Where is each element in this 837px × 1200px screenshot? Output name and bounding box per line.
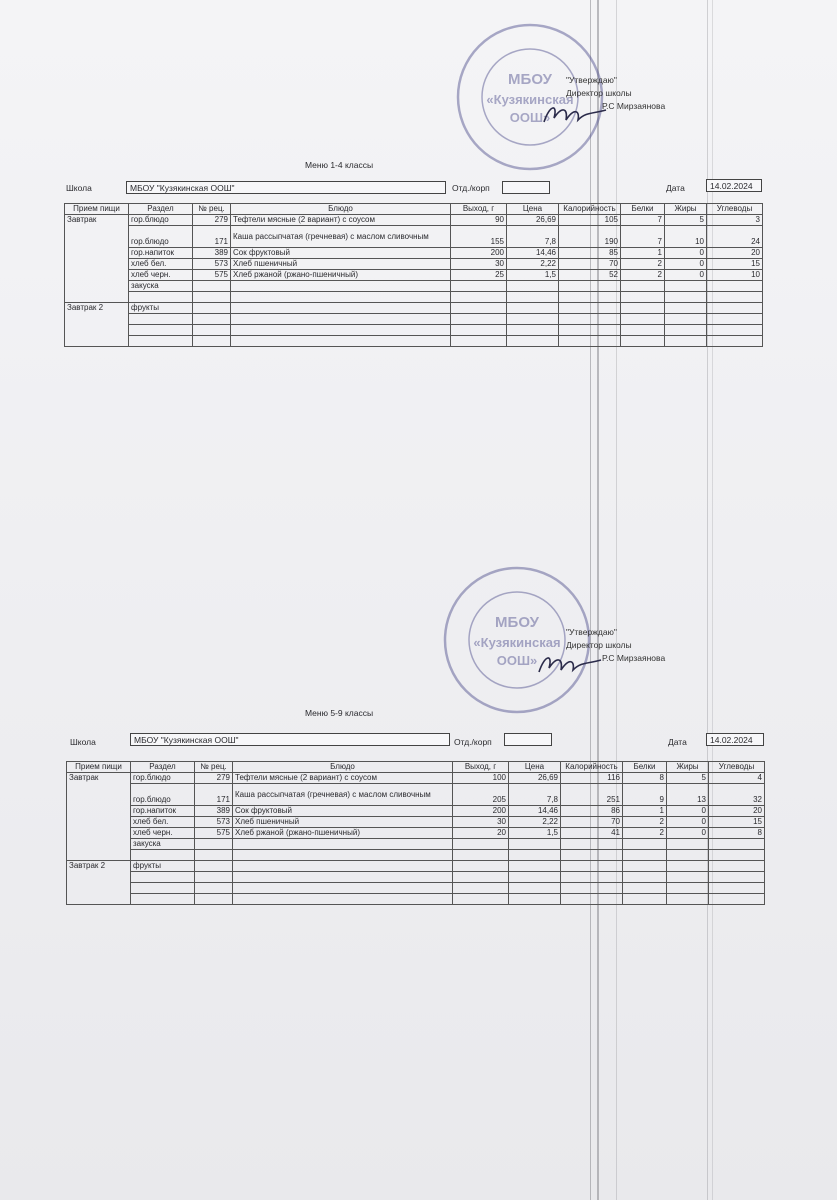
column-header: Раздел: [131, 762, 195, 773]
razdel-cell: гор.напиток: [131, 806, 195, 817]
approval-line-3: Р.С Мирзаянова: [602, 101, 666, 111]
kcal-cell: 70: [561, 817, 623, 828]
razdel-cell: закуска: [131, 839, 195, 850]
razdel-cell: хлеб бел.: [129, 259, 193, 270]
column-header: Калорийность: [561, 762, 623, 773]
approval-line-2: Директор школы: [566, 640, 632, 650]
approval-line-1: "Утверждаю": [566, 627, 617, 637]
department-field: [502, 181, 550, 194]
fat-cell: 0: [667, 828, 709, 839]
carb-cell: 24: [707, 226, 763, 248]
dish-cell: Тефтели мясные (2 вариант) с соусом: [231, 215, 451, 226]
meal-cell: Завтрак: [67, 773, 131, 861]
fat-cell: 10: [665, 226, 707, 248]
column-header: Калорийность: [559, 204, 621, 215]
column-header: Белки: [621, 204, 665, 215]
table-row: [65, 248, 763, 259]
copy-streak: [616, 0, 617, 1200]
output-cell: 25: [451, 270, 507, 281]
price-cell: 7,8: [507, 226, 559, 248]
approval-block: [566, 626, 665, 665]
fat-cell: 5: [667, 773, 709, 784]
table-row: [67, 839, 765, 850]
copy-streak: [590, 0, 591, 1200]
razdel-cell: гор.блюдо: [131, 784, 195, 806]
recipe-cell: 575: [193, 270, 231, 281]
table-row: [67, 894, 765, 905]
department-field: [504, 733, 552, 746]
razdel-cell: фрукты: [129, 303, 193, 314]
razdel-cell: хлеб бел.: [131, 817, 195, 828]
school-field: МБОУ "Кузякинская ООШ": [126, 181, 446, 194]
column-header: Раздел: [129, 204, 193, 215]
price-cell: 26,69: [509, 773, 561, 784]
price-cell: 1,5: [509, 828, 561, 839]
column-header: Выход, г: [451, 204, 507, 215]
table-row: [65, 226, 763, 248]
razdel-cell: закуска: [129, 281, 193, 292]
school-field: МБОУ "Кузякинская ООШ": [130, 733, 450, 746]
menu-title: Меню 1-4 классы: [305, 160, 374, 170]
approval-line-3: Р.С Мирзаянова: [602, 653, 666, 663]
recipe-cell: 389: [193, 248, 231, 259]
column-header: № рец.: [193, 204, 231, 215]
copy-streak: [597, 0, 599, 1200]
recipe-cell: 575: [195, 828, 233, 839]
protein-cell: 1: [621, 248, 665, 259]
school-label: Школа: [66, 183, 92, 193]
table-header-row: [67, 762, 765, 773]
kcal-cell: 105: [559, 215, 621, 226]
kcal-cell: 251: [561, 784, 623, 806]
meal-cell: Завтрак 2: [67, 861, 131, 905]
recipe-cell: 171: [193, 226, 231, 248]
table-row: [65, 336, 763, 347]
fat-cell: 0: [665, 248, 707, 259]
fat-cell: 5: [665, 215, 707, 226]
table-row: [65, 303, 763, 314]
table-row: [67, 861, 765, 872]
table-row: [65, 281, 763, 292]
menu-table: [64, 203, 763, 347]
price-cell: 7,8: [509, 784, 561, 806]
kcal-cell: 41: [561, 828, 623, 839]
protein-cell: 2: [621, 259, 665, 270]
kcal-cell: 86: [561, 806, 623, 817]
date-field: 14.02.2024: [706, 179, 762, 192]
razdel-cell: гор.блюдо: [129, 226, 193, 248]
table-row: [67, 784, 765, 806]
dish-cell: Сок фруктовый: [233, 806, 453, 817]
fat-cell: 0: [665, 270, 707, 281]
svg-text:«Кузякинская: «Кузякинская: [486, 92, 574, 107]
table-row: [67, 850, 765, 861]
recipe-cell: 171: [195, 784, 233, 806]
protein-cell: 2: [621, 270, 665, 281]
approval-line-2: Директор школы: [566, 88, 632, 98]
table-row: [65, 270, 763, 281]
column-header: Углеводы: [707, 204, 763, 215]
protein-cell: 7: [621, 226, 665, 248]
kcal-cell: 70: [559, 259, 621, 270]
date-label: Дата: [668, 737, 687, 747]
carb-cell: 20: [707, 248, 763, 259]
price-cell: 1,5: [507, 270, 559, 281]
table-row: [67, 773, 765, 784]
output-cell: 20: [453, 828, 509, 839]
dish-cell: Каша рассыпчатая (гречневая) с маслом сливочным: [231, 226, 451, 248]
carb-cell: 15: [709, 817, 765, 828]
column-header: Блюдо: [233, 762, 453, 773]
column-header: Блюдо: [231, 204, 451, 215]
fat-cell: 0: [667, 806, 709, 817]
recipe-cell: 279: [193, 215, 231, 226]
svg-text:МБОУ: МБОУ: [495, 614, 539, 631]
dish-cell: Хлеб пшеничный: [231, 259, 451, 270]
carb-cell: 10: [707, 270, 763, 281]
svg-text:ООШ»: ООШ»: [496, 653, 538, 668]
fat-cell: 0: [665, 259, 707, 270]
carb-cell: 32: [709, 784, 765, 806]
table-header-row: [65, 204, 763, 215]
price-cell: 14,46: [507, 248, 559, 259]
recipe-cell: 573: [193, 259, 231, 270]
table-row: [67, 872, 765, 883]
meal-cell: Завтрак 2: [65, 303, 129, 347]
table-row: [67, 817, 765, 828]
menu-table: [66, 761, 765, 905]
price-cell: 14,46: [509, 806, 561, 817]
protein-cell: 7: [621, 215, 665, 226]
recipe-cell: 279: [195, 773, 233, 784]
protein-cell: 9: [623, 784, 667, 806]
dish-cell: Сок фруктовый: [231, 248, 451, 259]
output-cell: 205: [453, 784, 509, 806]
table-row: [65, 292, 763, 303]
department-label: Отд./корп: [452, 183, 490, 193]
column-header: Цена: [507, 204, 559, 215]
table-row: [67, 828, 765, 839]
dish-cell: Тефтели мясные (2 вариант) с соусом: [233, 773, 453, 784]
carb-cell: 20: [709, 806, 765, 817]
kcal-cell: 116: [561, 773, 623, 784]
protein-cell: 2: [623, 817, 667, 828]
dish-cell: Хлеб ржаной (ржано-пшеничный): [233, 828, 453, 839]
dish-cell: Каша рассыпчатая (гречневая) с маслом сливочным: [233, 784, 453, 806]
protein-cell: 8: [623, 773, 667, 784]
razdel-cell: гор.блюдо: [129, 215, 193, 226]
table-row: [67, 806, 765, 817]
date-label: Дата: [666, 183, 685, 193]
fat-cell: 0: [667, 817, 709, 828]
date-field: 14.02.2024: [706, 733, 764, 746]
output-cell: 30: [451, 259, 507, 270]
dish-cell: Хлеб ржаной (ржано-пшеничный): [231, 270, 451, 281]
output-cell: 90: [451, 215, 507, 226]
price-cell: 26,69: [507, 215, 559, 226]
kcal-cell: 190: [559, 226, 621, 248]
kcal-cell: 85: [559, 248, 621, 259]
razdel-cell: фрукты: [131, 861, 195, 872]
approval-line-1: "Утверждаю": [566, 75, 617, 85]
dish-cell: Хлеб пшеничный: [233, 817, 453, 828]
protein-cell: 2: [623, 828, 667, 839]
output-cell: 100: [453, 773, 509, 784]
protein-cell: 1: [623, 806, 667, 817]
svg-text:МБОУ: МБОУ: [508, 71, 552, 88]
razdel-cell: хлеб черн.: [131, 828, 195, 839]
carb-cell: 3: [707, 215, 763, 226]
table-row: [65, 314, 763, 325]
price-cell: 2,22: [507, 259, 559, 270]
column-header: № рец.: [195, 762, 233, 773]
output-cell: 155: [451, 226, 507, 248]
carb-cell: 4: [709, 773, 765, 784]
output-cell: 200: [453, 806, 509, 817]
recipe-cell: 389: [195, 806, 233, 817]
svg-text:ООШ»: ООШ»: [509, 110, 551, 125]
output-cell: 30: [453, 817, 509, 828]
carb-cell: 8: [709, 828, 765, 839]
department-label: Отд./корп: [454, 737, 492, 747]
meal-cell: Завтрак: [65, 215, 129, 303]
column-header: Прием пищи: [67, 762, 131, 773]
column-header: Жиры: [667, 762, 709, 773]
table-row: [65, 325, 763, 336]
menu-title: Меню 5-9 классы: [305, 708, 374, 718]
razdel-cell: гор.блюдо: [131, 773, 195, 784]
output-cell: 200: [451, 248, 507, 259]
kcal-cell: 52: [559, 270, 621, 281]
approval-block: [566, 74, 665, 113]
column-header: Выход, г: [453, 762, 509, 773]
table-row: [65, 215, 763, 226]
razdel-cell: гор.напиток: [129, 248, 193, 259]
school-label: Школа: [70, 737, 96, 747]
recipe-cell: 573: [195, 817, 233, 828]
svg-text:«Кузякинская: «Кузякинская: [473, 635, 561, 650]
column-header: Прием пищи: [65, 204, 129, 215]
price-cell: 2,22: [509, 817, 561, 828]
column-header: Углеводы: [709, 762, 765, 773]
table-row: [67, 883, 765, 894]
razdel-cell: хлеб черн.: [129, 270, 193, 281]
table-row: [65, 259, 763, 270]
column-header: Жиры: [665, 204, 707, 215]
column-header: Цена: [509, 762, 561, 773]
carb-cell: 15: [707, 259, 763, 270]
column-header: Белки: [623, 762, 667, 773]
fat-cell: 13: [667, 784, 709, 806]
